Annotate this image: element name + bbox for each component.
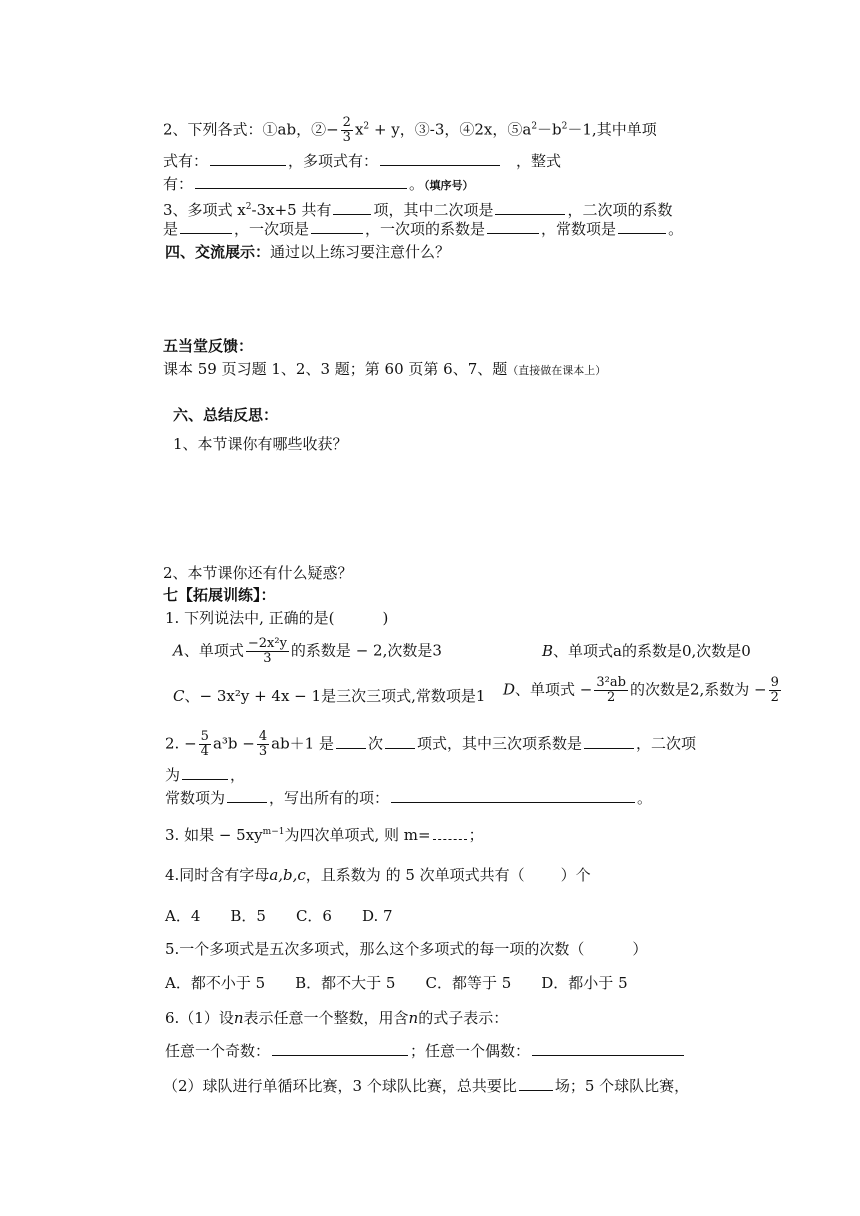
q2-note: （填序号） xyxy=(424,179,474,192)
q3-linear-blank[interactable] xyxy=(311,219,363,234)
p1-option-d-den2: 2 xyxy=(770,690,779,705)
p2-line2-b: ， xyxy=(230,766,246,784)
p1-option-a-label: A xyxy=(173,641,184,660)
p6-line1 xyxy=(165,1008,508,1028)
q2-polynomial-blank[interactable] xyxy=(380,151,500,166)
p2-constant-blank[interactable] xyxy=(227,788,267,803)
q2-x: x xyxy=(354,120,364,139)
p2-all-terms-blank[interactable] xyxy=(391,788,635,803)
q2-polynomial-label: ，多项式有： xyxy=(288,152,379,170)
q2-line1 xyxy=(163,116,657,145)
p2-frac1-num: 5 xyxy=(200,729,209,744)
p6-line2 xyxy=(165,1041,686,1061)
p1-option-d-frac xyxy=(594,676,628,705)
p2-frac1-den: 4 xyxy=(200,744,209,759)
p6-b: 表示任意一个整数，用含 xyxy=(243,1009,409,1027)
p6-sep: ；任意一个偶数： xyxy=(410,1042,531,1060)
q2-a-exp: 2 xyxy=(531,121,538,132)
p6-2a: （2）球队进行单循环比赛，3 个球队比赛，总共要比 xyxy=(163,1077,517,1095)
p1-option-d-den: 2 xyxy=(607,690,616,705)
p6-a: 6.（1）设 xyxy=(165,1009,234,1027)
p3-a: 3. 如果 − 5xy xyxy=(165,826,263,844)
q3-coef-blank[interactable] xyxy=(180,219,232,234)
p4 xyxy=(165,865,591,885)
p4-options: A．4 B．5 C．6 D. 7 xyxy=(165,907,393,925)
q2-suffix: －1,其中单项 xyxy=(567,120,657,139)
p2-b: a³b − xyxy=(212,734,255,753)
q3-line1 xyxy=(163,197,673,220)
q3-exp: 2 xyxy=(245,202,252,212)
q2-b: －b xyxy=(537,120,562,139)
section4 xyxy=(165,242,450,262)
p1-option-c-label: C xyxy=(173,687,185,705)
p4-c: ）个 xyxy=(560,866,591,884)
p2-frac1 xyxy=(199,730,211,759)
p2-frac2-num: 4 xyxy=(258,729,268,744)
p1-option-a-post: 的系数是 − 2,次数是3 xyxy=(290,641,442,660)
p2-cubic-coef-blank[interactable] xyxy=(584,734,634,749)
q2-x-exp: 2 xyxy=(363,121,370,132)
p2-f: ，二次项 xyxy=(636,734,697,753)
q3-line2-a: 是 xyxy=(163,220,179,238)
section6-q1: 1、本节课你有哪些收获？ xyxy=(173,435,348,453)
p6-games3-blank[interactable] xyxy=(519,1076,553,1091)
p5-options: A．都不小于 5 B．都不大于 5 C．都等于 5 D．都小于 5 xyxy=(165,974,628,992)
q3-terms-blank[interactable] xyxy=(333,200,371,215)
p1-option-d-num: 3²ab xyxy=(596,675,626,690)
q2-fraction xyxy=(341,116,353,145)
p5-stem: 5.一个多项式是五次多项式，那么这个多项式的每一项的次数（ xyxy=(165,940,585,958)
q3-d: ，二次项的系数 xyxy=(567,201,673,219)
p1-option-c xyxy=(173,686,485,706)
p2-e: 项式，其中三次项系数是 xyxy=(417,734,583,753)
q2-frac-num: 2 xyxy=(342,115,351,130)
q3-a: 3、多项式 x xyxy=(163,201,246,219)
p6-odd-blank[interactable] xyxy=(272,1041,408,1056)
p1-option-d-post: 的次数是2,系数为 − xyxy=(629,680,767,699)
p5 xyxy=(165,939,647,959)
p1-option-b xyxy=(542,641,751,661)
p6-n: n xyxy=(233,1009,244,1027)
q2-frac-den: 3 xyxy=(342,130,351,145)
q3-b: -3x+5 共有 xyxy=(251,201,332,219)
p2-d: 次 xyxy=(367,734,383,753)
q2-integral-label: ，整式 xyxy=(516,152,562,170)
p6-c: 的式子表示： xyxy=(418,1009,509,1027)
section5-label: 五当堂反馈： xyxy=(163,337,254,355)
p2-line1 xyxy=(165,730,696,759)
p6-line3 xyxy=(163,1076,689,1096)
section5-text: 课本 59 页习题 1、2、3 题；第 60 页第 6、7、题 xyxy=(163,360,508,378)
q3-linear-coef-blank[interactable] xyxy=(487,219,539,234)
q3-line2 xyxy=(163,219,683,239)
q3-line2-d: ，常数项是 xyxy=(541,220,617,238)
p2-line3-a: 常数项为 xyxy=(165,789,226,807)
p1-stem-text: 1. 下列说法中, 正确的是( xyxy=(165,609,335,627)
p2-line3 xyxy=(165,788,652,808)
p4-a: 4.同时含有字母 xyxy=(165,866,270,884)
section6-q2: 2、本节课你还有什么疑惑？ xyxy=(163,564,353,582)
p2-degree-blank[interactable] xyxy=(336,734,366,749)
q2-b-exp: 2 xyxy=(561,121,568,132)
q3-constant-blank[interactable] xyxy=(618,219,666,234)
p6-2b: 场；5 个球队比赛， xyxy=(554,1077,690,1095)
p2-frac2-den: 3 xyxy=(258,744,268,759)
q2-integral-prefix: 有： xyxy=(163,175,194,193)
q3-line2-e: 。 xyxy=(668,220,684,238)
p6-n2: n xyxy=(408,1009,419,1027)
p1-option-d-label: D xyxy=(503,680,516,699)
p1-close: ) xyxy=(382,609,389,627)
p2-line3-c: 。 xyxy=(637,789,653,807)
p2-a: 2. − xyxy=(165,734,197,753)
p2-line2-a: 为 xyxy=(165,766,181,784)
p2-quadratic-blank[interactable] xyxy=(182,765,228,780)
p1-option-a-pre: 、单项式 xyxy=(183,641,244,660)
p1-option-a-frac xyxy=(246,637,289,666)
p1-option-a-den: 3 xyxy=(263,651,272,666)
p1-option-d-frac2 xyxy=(769,676,781,705)
q3-c: 项，其中二次项是 xyxy=(373,201,494,219)
p2-line3-b: ，写出所有的项： xyxy=(269,789,390,807)
p2-c: ab＋1 是 xyxy=(271,734,334,753)
q3-quadratic-blank[interactable] xyxy=(495,200,565,215)
section5-body xyxy=(163,359,606,381)
p1-option-a-num: −2x²y xyxy=(247,636,287,651)
p2-line2 xyxy=(165,765,245,785)
p1-option-d-num2: 9 xyxy=(770,675,779,690)
p1-option-d xyxy=(503,676,783,705)
p5-close: ） xyxy=(632,940,648,958)
p4-vars: a,b,c xyxy=(269,866,306,884)
q2-integral-blank[interactable] xyxy=(195,174,407,189)
p2-terms-blank[interactable] xyxy=(385,734,415,749)
section4-text: 通过以上练习要注意什么？ xyxy=(270,243,451,261)
p3-b: 为四次单项式, 则 m= xyxy=(284,826,431,844)
p1-option-b-label: B xyxy=(542,642,554,660)
q2-line3 xyxy=(163,174,474,196)
q3-line2-c: ，一次项的系数是 xyxy=(365,220,486,238)
p1-option-a xyxy=(173,637,442,666)
q2-period: 。 xyxy=(409,175,425,193)
p4-b: ，且系数为 的 5 次单项式共有（ xyxy=(305,866,525,884)
p3 xyxy=(165,822,484,845)
q3-line2-b: ，一次项是 xyxy=(234,220,310,238)
p1-option-d-pre: 、单项式 − xyxy=(515,680,593,699)
p1-stem xyxy=(165,608,388,628)
section4-label: 四、交流展示： xyxy=(165,243,271,261)
q2-monomial-blank[interactable] xyxy=(210,151,286,166)
p3-blank[interactable] xyxy=(433,825,467,840)
section7-label: 七【拓展训练】： xyxy=(163,586,276,604)
p1-option-b-text: 、单项式a的系数是0,次数是0 xyxy=(553,642,751,660)
p6-odd: 任意一个奇数： xyxy=(165,1042,271,1060)
p2-frac2 xyxy=(257,730,269,759)
p6-even-blank[interactable] xyxy=(532,1041,684,1056)
section6-label: 六、总结反思： xyxy=(173,406,279,424)
p3-exp: m−1 xyxy=(262,827,285,837)
section5-note: （直接做在课本上） xyxy=(507,364,607,377)
q2-prefix: 2、下列各式：①ab，②− xyxy=(163,120,339,139)
p3-c: ； xyxy=(468,826,484,844)
q2-monomial-label: 式有： xyxy=(163,152,209,170)
p1-option-c-text: 、− 3x²y + 4x − 1是三次三项式,常数项是1 xyxy=(184,687,486,705)
q2-line2 xyxy=(163,151,561,171)
q2-rest: + y，③-3，④2x，⑤a xyxy=(373,120,532,139)
